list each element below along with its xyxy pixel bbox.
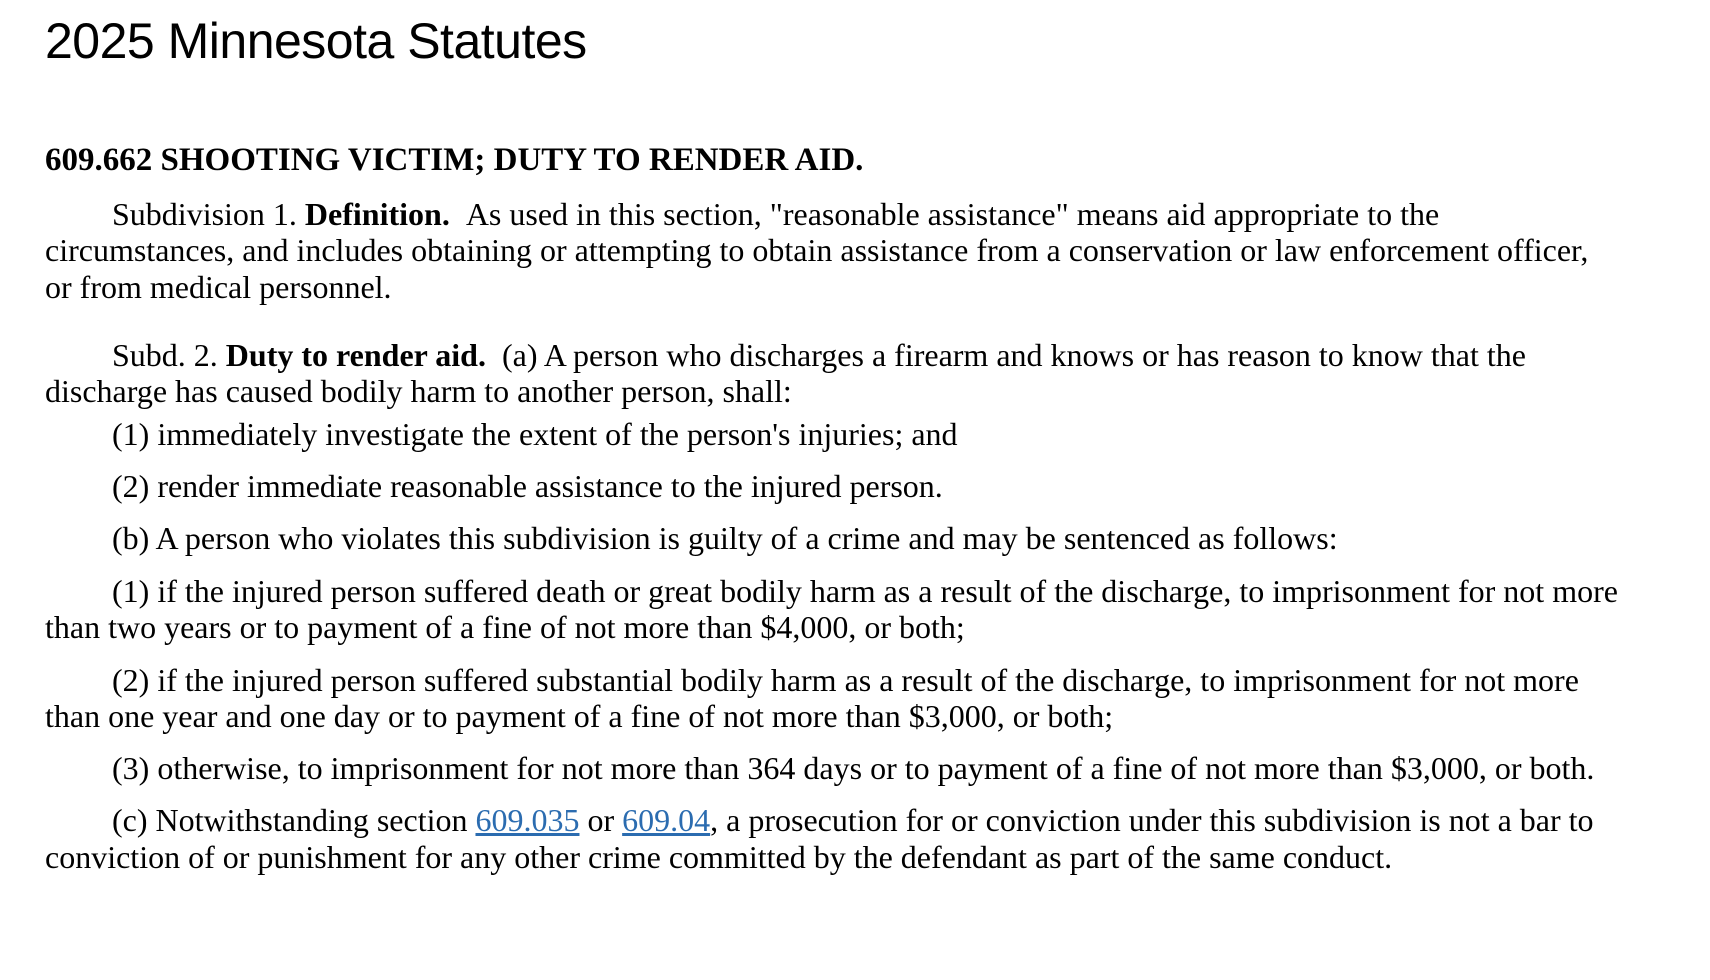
- subd2-b1-line-2: than two years or to payment of a fine of not more than $4,000, or both;: [45, 609, 965, 645]
- subd2-line-1: [45, 335, 1710, 375]
- subd1-text-1: As used in this section, "reasonable assistance" means aid appropriate to the: [465, 196, 1440, 232]
- subd2-b: (b) A person who violates this subdivision is guilty of a crime and may be sentenced as follows:: [112, 520, 1338, 556]
- subd1-line-1: [45, 194, 1710, 234]
- subd1-heading: Definition.: [304, 196, 450, 232]
- subd2-b1-line-1: (1) if the injured person suffered death or great bodily harm as a result of the discharge, to imprisonment for not more: [112, 573, 1618, 609]
- subd1-label: Subdivision 1.: [112, 196, 297, 232]
- subd2-c-or: or: [587, 802, 615, 838]
- subd2-b3: (3) otherwise, to imprisonment for not more than 364 days or to payment of a fine of not more than $3,000, or both.: [112, 750, 1595, 786]
- subd2-c-prefix: (c) Notwithstanding section: [112, 802, 468, 838]
- subd1-line-3: or from medical personnel.: [45, 269, 392, 305]
- subd1-line-2: circumstances, and includes obtaining or attempting to obtain assistance from a conservation or law enforcement officer,: [45, 232, 1589, 268]
- statute-link-609-04[interactable]: 609.04: [622, 802, 711, 838]
- subd2-a-text-1: (a) A person who discharges a firearm and knows or has reason to know that the: [501, 337, 1526, 373]
- subd2-c-line-2: conviction of or punishment for any other crime committed by the defendant as part of the same conduct.: [45, 839, 1393, 875]
- page-title: 2025 Minnesota Statutes: [45, 13, 587, 69]
- section-heading: 609.662 SHOOTING VICTIM; DUTY TO RENDER AID.: [45, 142, 864, 178]
- subd2-a1: (1) immediately investigate the extent of the person's injuries; and: [112, 416, 958, 452]
- subd2-heading: Duty to render aid.: [225, 337, 486, 373]
- subd2-label: Subd. 2.: [112, 337, 218, 373]
- subd2-b2-line-2: than one year and one day or to payment of a fine of not more than $3,000, or both;: [45, 698, 1114, 734]
- subd2-a2: (2) render immediate reasonable assistance to the injured person.: [112, 468, 943, 504]
- statute-link-609-035[interactable]: 609.035: [475, 802, 580, 838]
- subd2-c-line-1: [45, 800, 1710, 840]
- subd2-a-text-2: discharge has caused bodily harm to another person, shall:: [45, 373, 792, 409]
- subd2-b2-line-1: (2) if the injured person suffered substantial bodily harm as a result of the discharge, to imprisonment for not more: [112, 662, 1579, 698]
- subd2-c-suffix: , a prosecution for or conviction under this subdivision is not a bar to: [710, 802, 1594, 838]
